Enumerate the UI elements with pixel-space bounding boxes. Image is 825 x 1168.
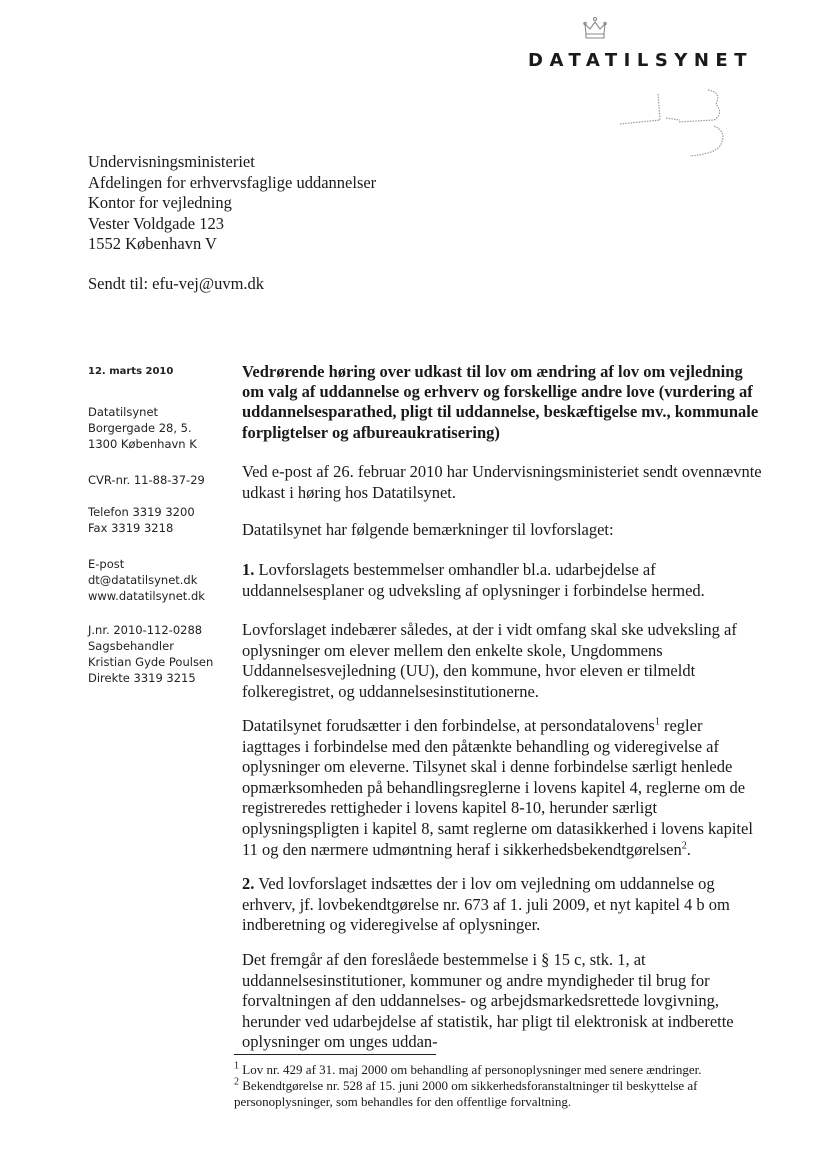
crown-icon — [582, 16, 608, 42]
brand-name: DATATILSYNET — [528, 50, 753, 71]
footnote-number: 2 — [234, 1076, 239, 1088]
footnote-text: Bekendtgørelse nr. 528 af 15. juni 2000 om sikkerhedsforanstaltninger til beskyttelse af personoplysninger, som behandles for den offentlige forvaltning. — [234, 1078, 698, 1109]
direct-phone: Direkte 3319 3215 — [88, 671, 196, 685]
footnote — [234, 1078, 754, 1109]
letter-subject: Vedrørende høring over udkast til lov om ændring af lov om vejledning om valg af uddannelse og erhverv og forskellige andre love (vurdering af uddannelsesparathed, pligt til uddannelse, beskæftigelse mv., kommunale forpligtelser og afbureaukratisering) — [242, 362, 759, 442]
phone-number: Telefon 3319 3200 — [88, 505, 195, 519]
email-label: E-post — [88, 557, 125, 571]
email-address: dt@datatilsynet.dk — [88, 573, 198, 587]
paragraph: Ved e-post af 26. februar 2010 har Undervisningsministeriet sendt ovennævnte udkast i høring hos Datatilsynet. — [242, 462, 762, 502]
case-block — [88, 622, 238, 686]
sender-org: Datatilsynet — [88, 405, 159, 419]
footnote — [234, 1062, 754, 1078]
paragraph — [242, 716, 762, 860]
fax-number: Fax 3319 3218 — [88, 521, 174, 535]
footnote-number: 1 — [234, 1060, 239, 1072]
address-line: 1552 København V — [88, 234, 217, 253]
sidebar-date — [88, 364, 238, 380]
caseworker-name: Kristian Gyde Poulsen — [88, 655, 214, 669]
website: www.datatilsynet.dk — [88, 589, 205, 603]
paragraph-text: Datatilsynet forudsætter i den forbindelse, at persondatalovens — [242, 716, 655, 735]
paragraph — [242, 874, 762, 936]
received-stamp — [618, 86, 730, 168]
footnote-text: Lov nr. 429 af 31. maj 2000 om behandling af personoplysninger med senere ændringer. — [239, 1062, 702, 1077]
sender-contact-block — [88, 556, 238, 604]
paragraph-text: . — [686, 839, 691, 859]
sender-city: 1300 København K — [88, 437, 197, 451]
sender-street: Borgergade 28, 5. — [88, 421, 192, 435]
paragraph: Datatilsynet har følgende bemærkninger til lovforslaget: — [242, 520, 614, 539]
sender-cvr — [88, 472, 238, 488]
address-line: Vester Voldgade 123 — [88, 213, 224, 233]
address-line: Afdelingen for erhvervsfaglige uddannelser — [88, 172, 377, 192]
cvr-number: CVR-nr. 11-88-37-29 — [88, 473, 205, 487]
footnote-ref: 1 — [654, 716, 660, 728]
caseworker-label: Sagsbehandler — [88, 639, 174, 653]
paragraph-text: Ved lovforslaget indsættes der i lov om vejledning om uddannelse og erhverv, jf. lovbekendtgørelse nr. 673 af 1. juli 2009, et nyt kapitel 4 b om indberetning og videregivelse af oplysninger. — [242, 874, 730, 935]
letter-date: 12. marts 2010 — [88, 366, 174, 377]
paragraph-text: Lovforslagets bestemmelser omhandler bl.a. udarbejdelse af uddannelsesplaner og udveksling af oplysninger i forbindelse hermed. — [242, 560, 705, 600]
paragraph: Lovforslaget indebærer således, at der i vidt omfang skal ske udveksling af oplysninger om elever mellem den enkelte skole, Ungdommens Uddannelsesvejledning (UU), den kommune, hvor eleven er tilmeldt folkeregistret, og uddannelsesinstitutionerne. — [242, 620, 737, 701]
recipient-address — [88, 152, 376, 255]
paragraph-text: regler iagttages i forbindelse med den påtænkte behandling og videregivelse af oplysninger om eleverne. Tilsynet skal i denne forbindelse særligt henlede opmærksomheden på behandlingsreglerne i lovens kapitel 4, reglerne om de registreredes rettigheder i lovens kapitel 8-10, herunder særligt oplysningspligten i kapitel 8, samt reglerne om datasikkerhed i lovens kapitel 11 og den nærmere udmøntning heraf i sikkerhedsbekendtgørelsen — [242, 716, 753, 859]
sender-phone-block — [88, 504, 238, 536]
address-line: Undervisningsministeriet — [88, 152, 255, 171]
section-number: 1. — [242, 560, 255, 579]
sender-address — [88, 404, 238, 452]
address-line: Kontor for vejledning — [88, 193, 232, 212]
footnote-ref: 2 — [681, 840, 687, 852]
paragraph — [242, 560, 762, 601]
journal-number: J.nr. 2010-112-0288 — [88, 623, 203, 637]
sent-to: Sendt til: efu-vej@uvm.dk — [88, 274, 265, 293]
section-number: 2. — [242, 874, 255, 893]
paragraph: Det fremgår af den foreslåede bestemmelse i § 15 c, stk. 1, at uddannelsesinstitutioner, kommuner og andre myndigheder til brug for forvaltningen af den uddannelses- og arbejdsmarkedsrettede lovgivning, herunder ved udarbejdelse af statistik, har pligt til elektronisk at indberette oplysninger om unges uddan- — [242, 950, 734, 1052]
footnote-divider — [234, 1054, 436, 1055]
